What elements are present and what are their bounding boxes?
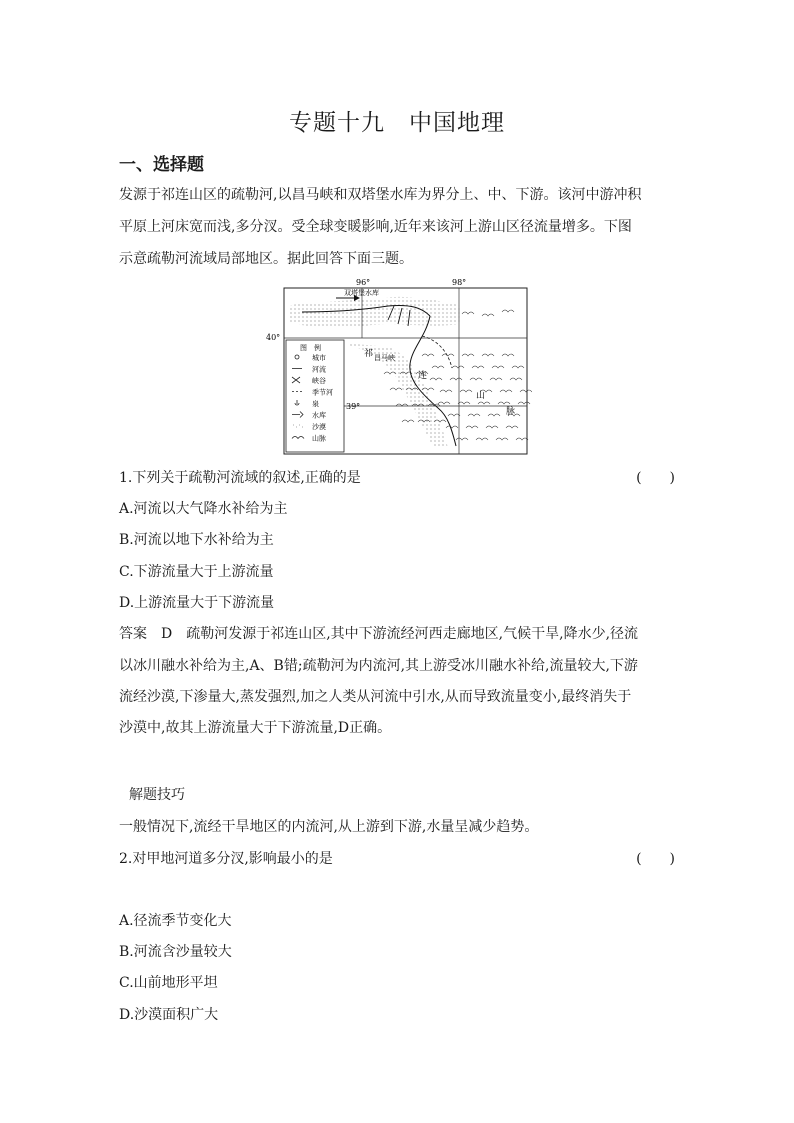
mountain-mark <box>460 390 472 392</box>
legend-label: 水库 <box>312 411 326 420</box>
mountain-mark <box>390 388 402 390</box>
mountain-mark <box>456 438 468 440</box>
mountain-char: 祁 <box>364 349 374 359</box>
gorge-label: 昌马峡 <box>374 354 395 362</box>
mountain-mark <box>446 426 458 428</box>
tip-label: 解题技巧 <box>129 787 185 803</box>
section-heading: 一、选择题 <box>119 155 204 175</box>
mountain-mark <box>440 390 452 392</box>
q1-option-d: D.上游流量大于下游流量 <box>119 595 275 611</box>
q1-answer-line: 答案 D 疏勒河发源于祁连山区,其中下游流经河西走廊地区,气候干旱,降水少,径流 <box>119 626 639 642</box>
legend-label: 河流 <box>312 365 326 374</box>
mountain-mark <box>402 420 414 422</box>
mountain-mark <box>468 414 480 416</box>
mountain-char: 连 <box>418 371 428 381</box>
q2-option-c: C.山前地形平坦 <box>119 975 218 991</box>
mountain-mark <box>500 390 512 392</box>
mountain-mark <box>422 354 434 356</box>
mountain-mark <box>492 366 504 368</box>
lat-label-40: 40° <box>266 333 281 342</box>
mountain-mark <box>438 402 450 404</box>
mountain-mark <box>432 366 444 368</box>
mountain-mark <box>482 354 494 356</box>
mountain-mark <box>498 402 510 404</box>
river-basin-map <box>262 276 532 456</box>
mountain-mark <box>518 402 530 404</box>
legend-label: 泉 <box>312 400 319 408</box>
q2-option-b: B.河流含沙量较大 <box>119 944 232 960</box>
mountain-mark <box>502 310 514 312</box>
legend-title: 图 例 <box>300 344 321 352</box>
q1-stem: 1.下列关于疏勒河流域的叙述,正确的是 <box>119 470 361 486</box>
mountain-mark <box>496 438 508 440</box>
intro-line: 发源于祁连山区的疏勒河,以昌马峡和双塔堡水库为界分上、中、下游。该河中游冲积 <box>119 187 642 203</box>
mountain-mark <box>486 426 498 428</box>
legend-label: 峡谷 <box>312 377 326 385</box>
mountain-mark <box>466 426 478 428</box>
mountain-mark <box>462 354 474 356</box>
mountain-mark <box>516 438 528 440</box>
mountain-mark <box>442 354 454 356</box>
mountain-mark <box>458 402 470 404</box>
mountain-mark <box>510 378 522 380</box>
mountain-mark <box>430 378 442 380</box>
q1-option-b: B.河流以地下水补给为主 <box>119 532 274 548</box>
legend-label: 城市 <box>312 354 326 362</box>
q2-option-d: D.沙漠面积广大 <box>119 1007 219 1023</box>
mountain-mark <box>472 366 484 368</box>
mountain-mark <box>506 426 518 428</box>
mountain-mark <box>512 366 524 368</box>
mountain-mark <box>502 354 514 356</box>
mountain-mark <box>482 314 494 316</box>
mountain-mark <box>490 378 502 380</box>
legend-label: 沙漠 <box>312 423 326 431</box>
mountain-mark <box>476 438 488 440</box>
mountain-mark <box>520 390 532 392</box>
q2-option-a: A.径流季节变化大 <box>119 913 232 929</box>
lon-label-96: 96° <box>356 278 371 287</box>
q2-answer-blank: ( ) <box>636 851 675 867</box>
mountain-mark <box>448 414 460 416</box>
q1-answer-line: 以冰川融水补给为主,A、B错;疏勒河为内流河,其上游受冰川融水补给,流量较大,下游 <box>119 658 638 674</box>
mountain-char: 山 <box>476 391 486 401</box>
lon-label-98: 98° <box>452 278 467 287</box>
intro-line: 示意疏勒河流域局部地区。据此回答下面三题。 <box>119 251 413 267</box>
legend-label: 季节河 <box>312 388 333 397</box>
mountain-mark <box>450 378 462 380</box>
mountain-mark <box>488 414 500 416</box>
intro-line: 平原上河床宽而浅,多分汊。受全球变暖影响,近年来该河上游山区径流量增多。下图 <box>119 219 632 235</box>
q1-option-a: A.河流以大气降水补给为主 <box>119 501 288 517</box>
q1-answer-line: 流经沙漠,下渗量大,蒸发强烈,加之人类从河流中引水,从而导致流量变小,最终消失于 <box>119 689 632 705</box>
mountain-mark <box>470 378 482 380</box>
tip-text: 一般情况下,流经干旱地区的内流河,从上游到下游,水量呈减少趋势。 <box>119 819 539 835</box>
seasonal-river <box>422 336 452 368</box>
mountain-mark <box>452 366 464 368</box>
legend-label: 山脉 <box>312 434 326 443</box>
mountain-mark <box>478 402 490 404</box>
desert-area-corridor <box>347 344 448 448</box>
q1-answer-line: 沙漠中,故其上游流量大于下游流量,D正确。 <box>119 720 392 736</box>
q2-stem: 2.对甲地河道多分汊,影响最小的是 <box>119 851 333 867</box>
reservoir-label: 双塔堡水库 <box>344 289 379 297</box>
q1-answer-blank: ( ) <box>636 470 675 486</box>
page-title: 专题十九 中国地理 <box>289 110 505 136</box>
q1-option-c: C.下游流量大于上游流量 <box>119 564 274 580</box>
mountain-mark <box>462 312 474 314</box>
lat-label-39: 39° <box>346 402 361 411</box>
mountain-char: 脉 <box>506 407 516 417</box>
